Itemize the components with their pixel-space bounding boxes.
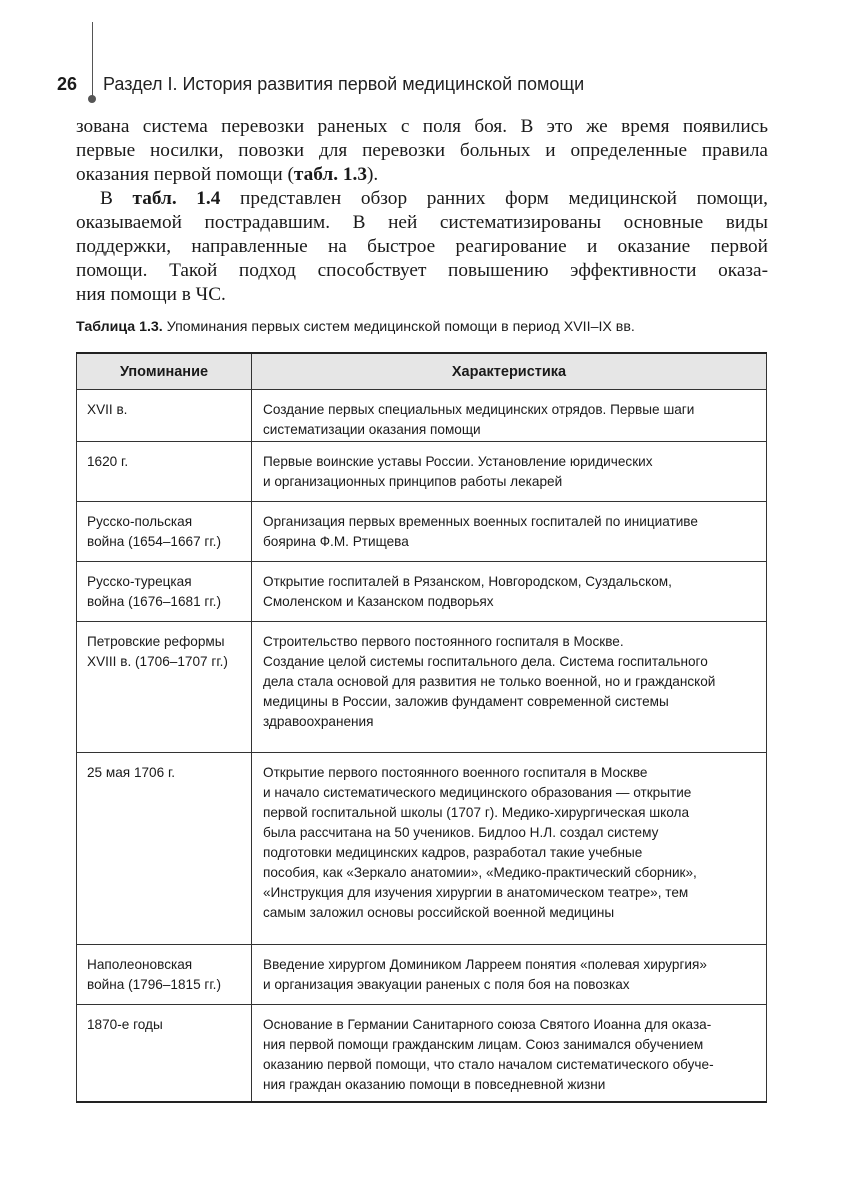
characteristic-cell xyxy=(252,562,767,622)
mention-cell xyxy=(77,1005,252,1102)
characteristic-text: Смоленском и Казанском подворьях xyxy=(263,594,494,609)
table-caption-text: Упоминания первых систем медицинской помощи в период XVII–IX вв. xyxy=(162,319,635,335)
table-header-row xyxy=(77,353,767,390)
characteristic-text: Строительство первого постоянного госпиталя в Москве. xyxy=(263,634,624,649)
mention-text: Петровские реформы xyxy=(87,634,225,649)
characteristic-text: Основание в Германии Санитарного союза Святого Иоанна для оказа- xyxy=(263,1017,712,1032)
text-fragment: представлен обзор ранних форм медицинской помощи, xyxy=(220,188,769,209)
page-number: 26 xyxy=(57,73,78,94)
mention-cell xyxy=(77,562,252,622)
mention-text: война (1654–1667 гг.) xyxy=(87,534,221,549)
mention-cell xyxy=(77,390,252,442)
characteristic-text: боярина Ф.М. Ртищева xyxy=(263,534,409,549)
mention-text: Русско-польская xyxy=(87,514,193,529)
characteristic-cell xyxy=(252,753,767,945)
characteristic-text: была рассчитана на 50 учеников. Бидлоо Н.Л. создал систему xyxy=(263,825,659,840)
characteristic-text: дела стала основой для развития не только военной, но и гражданской xyxy=(263,674,716,689)
text-fragment: оказания первой помощи ( xyxy=(76,164,294,185)
mention-cell xyxy=(77,945,252,1005)
section-title: Раздел I. История развития первой медицинской помощи xyxy=(103,73,585,94)
characteristic-text: Создание целой системы госпитального дела. Система госпитального xyxy=(263,654,708,669)
paragraph-2 xyxy=(76,187,768,307)
table-row xyxy=(77,622,767,753)
body-text xyxy=(76,115,768,307)
table-row xyxy=(77,753,767,945)
mention-cell xyxy=(77,502,252,562)
mention-text: XVIII в. (1706–1707 гг.) xyxy=(87,654,228,669)
characteristic-text: оказанию первой помощи, что стало началом систематического обуче- xyxy=(263,1057,714,1072)
text-fragment: ). xyxy=(366,164,379,185)
text-line xyxy=(76,187,768,211)
mention-text: 25 мая 1706 г. xyxy=(87,765,176,780)
characteristic-cell xyxy=(252,1005,767,1102)
table-row xyxy=(77,562,767,622)
table-row xyxy=(77,945,767,1005)
characteristic-text: и организационных принципов работы лекарей xyxy=(263,474,563,489)
characteristic-text: Открытие госпиталей в Рязанском, Новгородском, Суздальском, xyxy=(263,574,672,589)
mention-text: XVII в. xyxy=(87,402,128,417)
mention-text: 1620 г. xyxy=(87,454,129,469)
characteristic-text: и начало систематического медицинского образования — открытие xyxy=(263,785,692,800)
running-header xyxy=(57,70,584,98)
characteristic-text: систематизации оказания помощи xyxy=(263,422,481,437)
mention-text: Наполеоновская xyxy=(87,957,193,972)
table-caption xyxy=(76,317,768,337)
mention-cell xyxy=(77,753,252,945)
characteristic-text: подготовки медицинских кадров, разработал такие учебные xyxy=(263,845,643,860)
table-reference: табл. 1.3 xyxy=(293,164,367,185)
characteristic-text: Создание первых специальных медицинских отрядов. Первые шаги xyxy=(263,402,695,417)
table-reference: табл. 1.4 xyxy=(132,188,221,209)
text-line xyxy=(76,163,768,187)
column-header-characteristic: Характеристика xyxy=(252,353,767,390)
characteristic-text: первой госпитальной школы (1707 г). Медико-хирургическая школа xyxy=(263,805,690,820)
mention-text: война (1796–1815 гг.) xyxy=(87,977,221,992)
table-row xyxy=(77,442,767,502)
characteristic-text: пособия, как «Зеркало анатомии», «Медико-практический сборник», xyxy=(263,865,697,880)
table-caption-label: Таблица 1.3. xyxy=(76,319,163,335)
characteristic-text: и организация эвакуации раненых с поля боя на повозках xyxy=(263,977,630,992)
characteristic-cell xyxy=(252,502,767,562)
mention-text: Русско-турецкая xyxy=(87,574,192,589)
characteristic-text: Открытие первого постоянного военного госпиталя в Москве xyxy=(263,765,648,780)
characteristic-cell xyxy=(252,442,767,502)
paragraph-1 xyxy=(76,115,768,187)
mention-text: война (1676–1681 гг.) xyxy=(87,594,221,609)
text-fragment: В xyxy=(100,188,133,209)
characteristic-cell xyxy=(252,945,767,1005)
characteristic-text: Введение хирургом Домиником Ларреем понятия «полевая хирургия» xyxy=(263,957,707,972)
characteristic-text: «Инструкция для изучения хирургии в анатомическом театре», тем xyxy=(263,885,689,900)
characteristic-text: самым заложил основы российской военной медицины xyxy=(263,905,615,920)
column-header-mention: Упоминание xyxy=(77,353,252,390)
text-line: ния помощи в ЧС. xyxy=(76,284,226,305)
characteristic-text: ния первой помощи гражданским лицам. Союз занимался обучением xyxy=(263,1037,704,1052)
text-line: поддержки, направленные на быстрое реагирование и оказание первой xyxy=(76,236,768,257)
mention-text: 1870-е годы xyxy=(87,1017,163,1032)
table-row xyxy=(77,1005,767,1102)
table-row xyxy=(77,390,767,442)
text-line: первые носилки, повозки для перевозки больных и определенные правила xyxy=(76,140,768,161)
characteristic-text: медицины в России, заложив фундамент современной системы xyxy=(263,694,669,709)
table-body xyxy=(77,390,767,1102)
characteristic-text: Организация первых временных военных госпиталей по инициативе xyxy=(263,514,698,529)
characteristic-text: Первые воинские уставы России. Установление юридических xyxy=(263,454,653,469)
characteristic-text: ния граждан оказанию помощи в повседневной жизни xyxy=(263,1077,606,1092)
characteristic-cell xyxy=(252,622,767,753)
text-line: зована система перевозки раненых с поля боя. В это же время появились xyxy=(76,116,768,137)
characteristic-cell xyxy=(252,390,767,442)
text-line: оказываемой пострадавшим. В ней систематизированы основные виды xyxy=(76,212,768,233)
text-line: помощи. Такой подход способствует повышению эффективности оказа- xyxy=(76,260,768,281)
mention-cell xyxy=(77,622,252,753)
table-row xyxy=(77,502,767,562)
mention-cell xyxy=(77,442,252,502)
characteristic-text: здравоохранения xyxy=(263,714,374,729)
mentions-table xyxy=(76,352,767,1103)
